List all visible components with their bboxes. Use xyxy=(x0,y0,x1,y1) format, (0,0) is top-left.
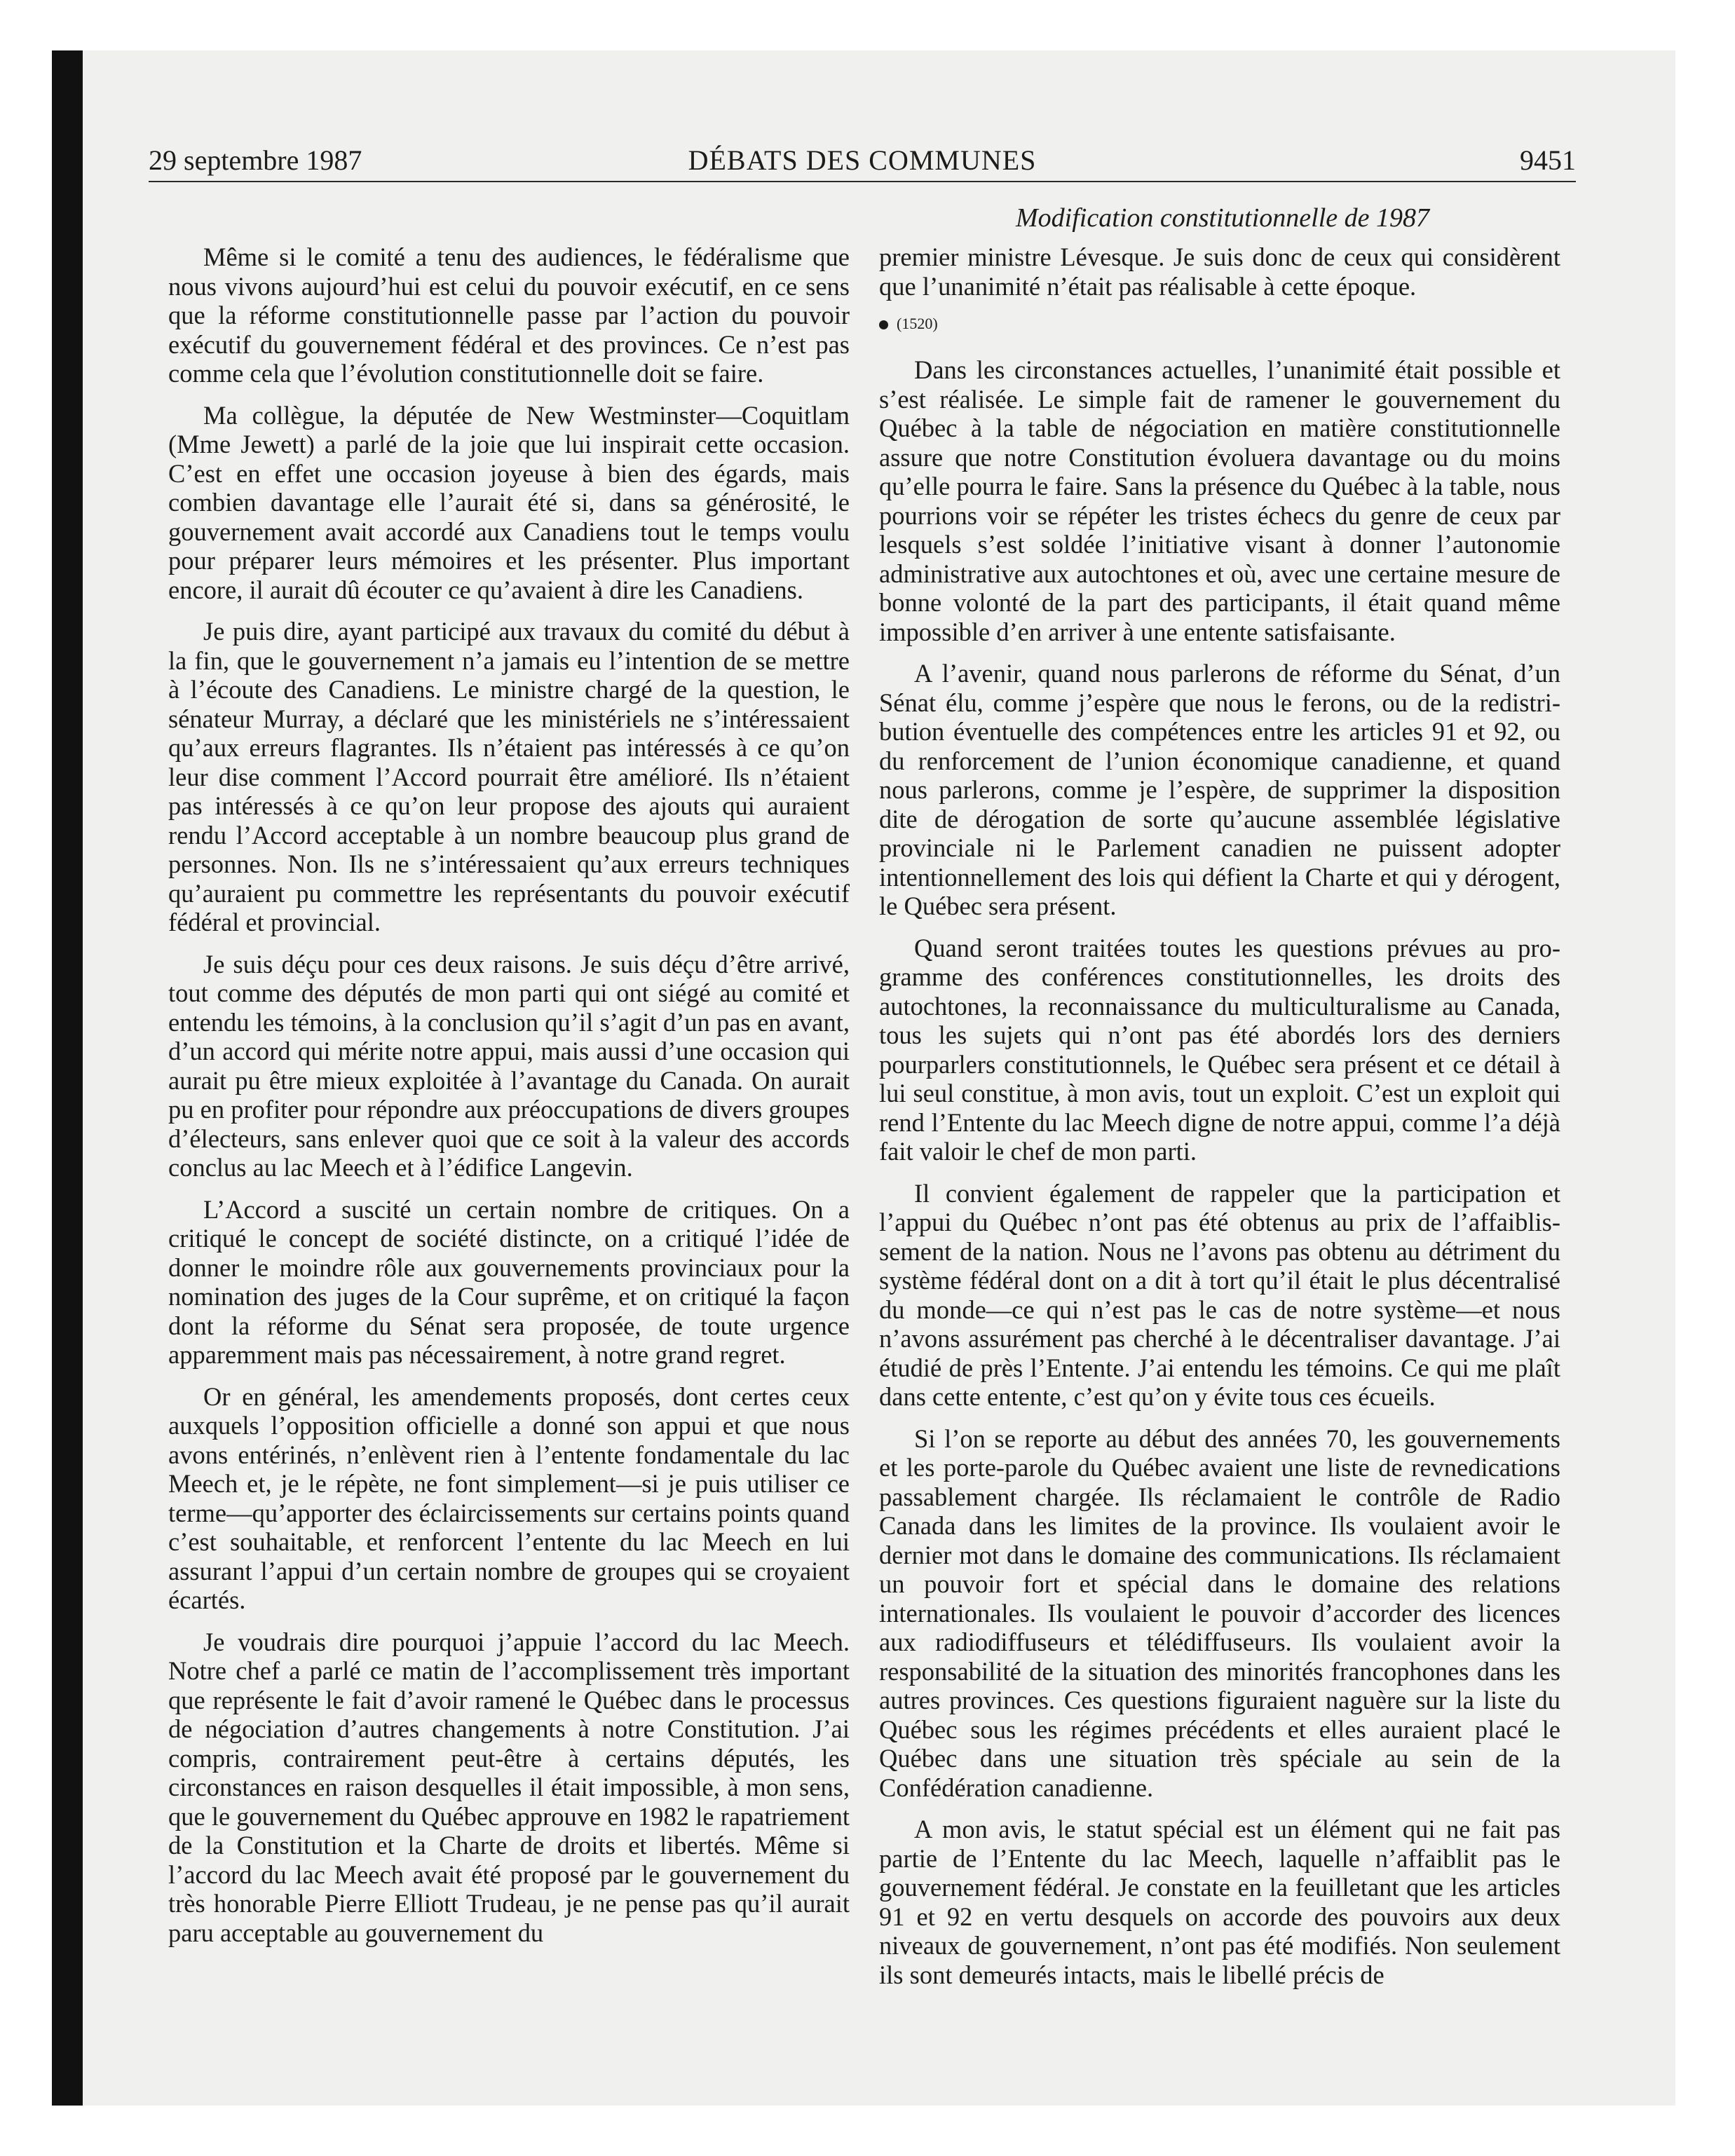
page-number: 9451 xyxy=(1520,144,1576,176)
paragraph: Dans les circonstances actuelles, l’unanimité était possible et s’est réalisée. Le simple fait de ramener le gouvernement du Québec à la table de négociation en matière constitutionnelle assure que notre Constitution évoluera davantage ou du moins qu’elle pourra le faire. Sans la présence du Québec à la table, nous pourrions voir se répéter les tristes échecs du genre de ceux par lesquels s’est soldée l’initiative visant à donner l’autonomie administrative aux autochtones et où, avec une certaine mesure de bonne volonté de la part des participants, il était quand même impossible d’en arriver à une entente satisfaisante. xyxy=(879,355,1560,646)
right-column xyxy=(879,243,1560,2093)
paragraph: Quand seront traitées toutes les questions prévues au programme des conférences constitutionnelles, les droits des autochtones, la reconnaissance du multiculturalisme au Canada, tous les sujets qui n’ont pas été abordés lors des derniers pourparlers constitutionnels, le Québec sera présent et ce détail à lui seul constitue, à mon avis, tout un exploit. C’est un exploit qui rend l’Entente du lac Meech digne de notre appui, comme l’a déjà fait valoir le chef de mon parti. xyxy=(879,933,1560,1166)
paragraph: Même si le comité a tenu des audiences, le fédéralisme que nous vivons aujourd’hui est celui du pouvoir exécutif, en ce sens que la réforme constitutionnelle passe par l’action du pouvoir exécutif du gouvernement fédéral et des provinces. Ce n’est pas comme cela que l’évolution constitutionnelle doit se faire. xyxy=(168,243,850,388)
paragraph: Il convient également de rappeler que la participation et l’appui du Québec n’ont pas été obtenus au prix de l’affaiblissement de la nation. Nous ne l’avons pas obtenu au détriment du système fédéral dont on a dit à tort qu’il était le plus décentralisé du monde—ce qui n’est pas le cas de notre système—et nous n’avons assurément pas cherché à le décentraliser davantage. J’ai étudié de près l’Entente. J’ai entendu les témoins. Ce qui me plaît dans cette entente, c’est qu’on y évite tous ces écueils. xyxy=(879,1178,1560,1411)
header-rule xyxy=(149,181,1576,182)
paragraph: Or en général, les amendements proposés, dont certes ceux auxquels l’opposition officielle a donné son appui et que nous avons entérinés, n’enlèvent rien à l’entente fondamentale du lac Meech et, je le répète, ne font simplement—si je puis utiliser ce terme—qu’apporter des éclaircissements sur certains points quand c’est souhaitable, et renforcent l’entente du lac Meech en lui assurant l’appui d’un certain nombre de groupes qui se croyaient écartés. xyxy=(168,1381,850,1614)
paragraph: Si l’on se reporte au début des années 70, les gouvernements et les porte-parole du Québec avaient une liste de revnedications passablement chargée. Ils réclamaient le contrôle de Radio Canada dans les limites de la province. Ils voulaient avoir le dernier mot dans le domaine des communications. Ils réclamaient un pouvoir fort et spécial dans le domaine des relations internationales. Ils voulaient le pouvoir d’accorder des licences aux radiodiffuseurs et télédiffuseurs. Ils voulaient avoir la responsabilité de la situation des minorités francophones dans les autres provinces. Ces questions figuraient naguère sur la liste du Québec sous les régimes précédents et elles auraient placé le Québec dans une situation très spéciale au sein de la Confédération canadienne. xyxy=(879,1424,1560,1802)
paragraph: L’Accord a suscité un certain nombre de critiques. On a critiqué le concept de société distincte, on a critiqué l’idée de donner le moindre rôle aux gouvernements provinciaux pour la nomination des juges de la Cour suprême, et on critiqué la façon dont la réforme du Sénat sera proposée, de toute urgence apparemment mais pas nécessairement, à notre grand regret. xyxy=(168,1194,850,1369)
paragraph: A l’avenir, quand nous parlerons de réforme du Sénat, d’un Sénat élu, comme j’espère que nous le ferons, ou de la redistribution éventuelle des compétences entre les articles 91 et 92, ou du renforcement de l’union économique canadienne, et quand nous parlerons, comme je l’espère, de supprimer la disposition dite de dérogation de sorte qu’aucune assemblée législative provinciale ni le Parlement canadien ne puissent adopter intentionnellement des lois qui défient la Charte et qui y dérogent, le Québec sera présent. xyxy=(879,659,1560,920)
paragraph: A mon avis, le statut spécial est un élément qui ne fait pas partie de l’Entente du lac Meech, laquelle n’affaiblit pas le gouvernement fédéral. Je constate en la feuilletant que les articles 91 et 92 en vertu desquels on accorde des pouvoirs aux deux niveaux de gouvernement, n’ont pas été modifiés. Non seulement ils sont demeurés intacts, mais le libellé précis de xyxy=(879,1815,1560,1989)
time-marker-text: (1520) xyxy=(897,315,938,332)
left-column xyxy=(168,243,850,2093)
paragraph: Je voudrais dire pourquoi j’appuie l’accord du lac Meech. Notre chef a parlé ce matin de l’accomplissement très important que représente le fait d’avoir ramené le Québec dans le processus de négociation d’autres changements à notre Constitution. J’ai compris, contrairement peut-être à certains députés, les circonstances en raison desquelles il était impossible, à mon sens, que le gouvernement du Québec approuve en 1982 le rapatriement de la Constitution et la Charte de droits et libertés. Même si l’accord du lac Meech avait été proposé par le gouvernement du très honorable Pierre Elliott Trudeau, je ne pense pas qu’il aurait paru acceptable au gouvernement du xyxy=(168,1627,850,1947)
header-date: 29 septembre 1987 xyxy=(149,144,362,176)
scan-edge xyxy=(52,50,83,2106)
paragraph: Ma collègue, la députée de New Westminster—Coquitlam (Mme Jewett) a parlé de la joie que lui inspirait cette occasion. C’est en effet une occasion joyeuse à bien des égards, mais combien davantage elle l’aurait été si, dans sa générosité, le gouvernement avait accordé aux Canadiens tout le temps voulu pour préparer leurs mémoires et les présenter. Plus important encore, il aurait dû écouter ce qu’avaient à dire les Canadiens. xyxy=(168,400,850,604)
running-head xyxy=(149,142,1576,179)
section-title: Modification constitutionnelle de 1987 xyxy=(1016,203,1429,233)
paragraph: Je puis dire, ayant participé aux travaux du comité du début à la fin, que le gouvernement n’a jamais eu l’intention de se mettre à l’écoute des Canadiens. Le ministre chargé de la question, le sénateur Murray, a déclaré que les ministériels ne s’intéressaient qu’aux erreurs flagrantes. Ils n’étaient pas intéressés à ce qu’on leur dise comment l’Accord pourrait être amélioré. Ils n’étaient pas intéressés à ce qu’on leur propose des ajouts qui auraient rendu l’Accord acceptable à un nombre beaucoup plus grand de personnes. Non. Ils ne s’intéressaient qu’aux erreurs techniques qu’auraient pu commettre les représentants du pouvoir exécutif fédéral et provincial. xyxy=(168,617,850,936)
paragraph-continued: premier ministre Lévesque. Je suis donc de ceux qui considèrent que l’unanimité n’était pas réalisable à cette époque. xyxy=(879,243,1560,301)
bullet-icon xyxy=(879,320,888,329)
paragraph: Je suis déçu pour ces deux raisons. Je suis déçu d’être arrivé, tout comme des députés de mon parti qui ont siégé au comité et entendu les témoins, à la conclusion qu’il s’agit d’un pas en avant, d’un accord qui mérite notre appui, mais aussi d’une occasion qui aurait pu être mieux exploitée à l’avantage du Canada. On aurait pu en profiter pour répondre aux préoccupations de divers groupes d’électeurs, sans enlever quoi que ce soit à la valeur des accords conclus au lac Meech et à l’édifice Langevin. xyxy=(168,949,850,1182)
time-marker xyxy=(879,313,1560,334)
header-title: DÉBATS DES COMMUNES xyxy=(688,144,1037,176)
